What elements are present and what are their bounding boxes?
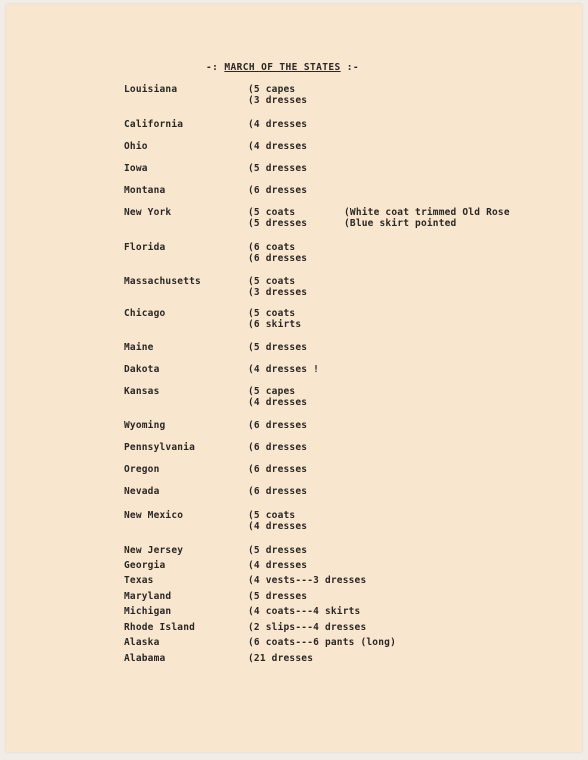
costume-count: (6 coats: [248, 242, 296, 253]
state-name: Alaska: [124, 637, 160, 648]
costume-count: (5 dresses: [248, 163, 308, 174]
state-name: Nevada: [124, 486, 160, 497]
state-name: Oregon: [124, 464, 160, 475]
costume-count: (4 vests---3 dresses: [248, 575, 367, 586]
costume-count: (5 dresses: [248, 545, 308, 556]
title-prefix: -:: [206, 62, 225, 73]
state-name: Kansas: [124, 386, 160, 397]
state-name: Massachusetts: [124, 276, 201, 287]
page-title: [206, 62, 359, 73]
costume-count: (5 capes: [248, 386, 296, 397]
state-name: New Jersey: [124, 545, 184, 556]
costume-count: (6 dresses: [248, 420, 308, 431]
costume-count: (3 dresses: [248, 287, 308, 298]
costume-count: (5 coats: [248, 207, 296, 218]
costume-count: (5 capes: [248, 84, 296, 95]
costume-count: (4 dresses: [248, 521, 308, 532]
state-name: Maine: [124, 342, 154, 353]
state-name: Louisiana: [124, 84, 178, 95]
costume-count: (5 coats: [248, 510, 296, 521]
costume-count: (5 dresses: [248, 591, 308, 602]
state-name: Georgia: [124, 560, 166, 571]
state-name: Iowa: [124, 163, 148, 174]
title-suffix: :-: [340, 62, 359, 73]
costume-count: (4 dresses: [248, 397, 308, 408]
costume-count: (5 dresses: [248, 218, 308, 229]
costume-count: (4 dresses: [248, 119, 308, 130]
state-name: California: [124, 119, 184, 130]
costume-count: (6 dresses: [248, 464, 308, 475]
costume-count: (21 dresses: [248, 653, 314, 664]
costume-count: (4 coats---4 skirts: [248, 606, 361, 617]
state-name: Texas: [124, 575, 154, 586]
title-text: MARCH OF THE STATES: [224, 62, 341, 73]
state-name: Chicago: [124, 308, 166, 319]
costume-count: (4 dresses: [248, 141, 308, 152]
costume-count: (4 dresses !: [248, 364, 320, 375]
state-name: Wyoming: [124, 420, 166, 431]
state-name: Alabama: [124, 653, 166, 664]
typed-page: [6, 4, 582, 752]
costume-count: (5 coats: [248, 308, 296, 319]
costume-count: (6 coats---6 pants (long): [248, 637, 396, 648]
state-name: Michigan: [124, 606, 172, 617]
costume-note: (White coat trimmed Old Rose: [344, 207, 510, 218]
state-name: Rhode Island: [124, 622, 196, 633]
state-name: Montana: [124, 185, 166, 196]
costume-count: (6 dresses: [248, 442, 308, 453]
state-name: New York: [124, 207, 172, 218]
costume-count: (6 dresses: [248, 486, 308, 497]
state-name: New Mexico: [124, 510, 184, 521]
costume-count: (5 dresses: [248, 342, 308, 353]
costume-count: (5 coats: [248, 276, 296, 287]
costume-count: (4 dresses: [248, 560, 308, 571]
costume-count: (6 dresses: [248, 185, 308, 196]
state-name: Ohio: [124, 141, 148, 152]
state-name: Maryland: [124, 591, 172, 602]
costume-count: (6 dresses: [248, 253, 308, 264]
costume-count: (6 skirts: [248, 319, 302, 330]
costume-note: (Blue skirt pointed: [344, 218, 457, 229]
costume-count: (2 slips---4 dresses: [248, 622, 367, 633]
state-name: Florida: [124, 242, 166, 253]
state-name: Dakota: [124, 364, 160, 375]
state-name: Pennsylvania: [124, 442, 196, 453]
costume-count: (3 dresses: [248, 95, 308, 106]
